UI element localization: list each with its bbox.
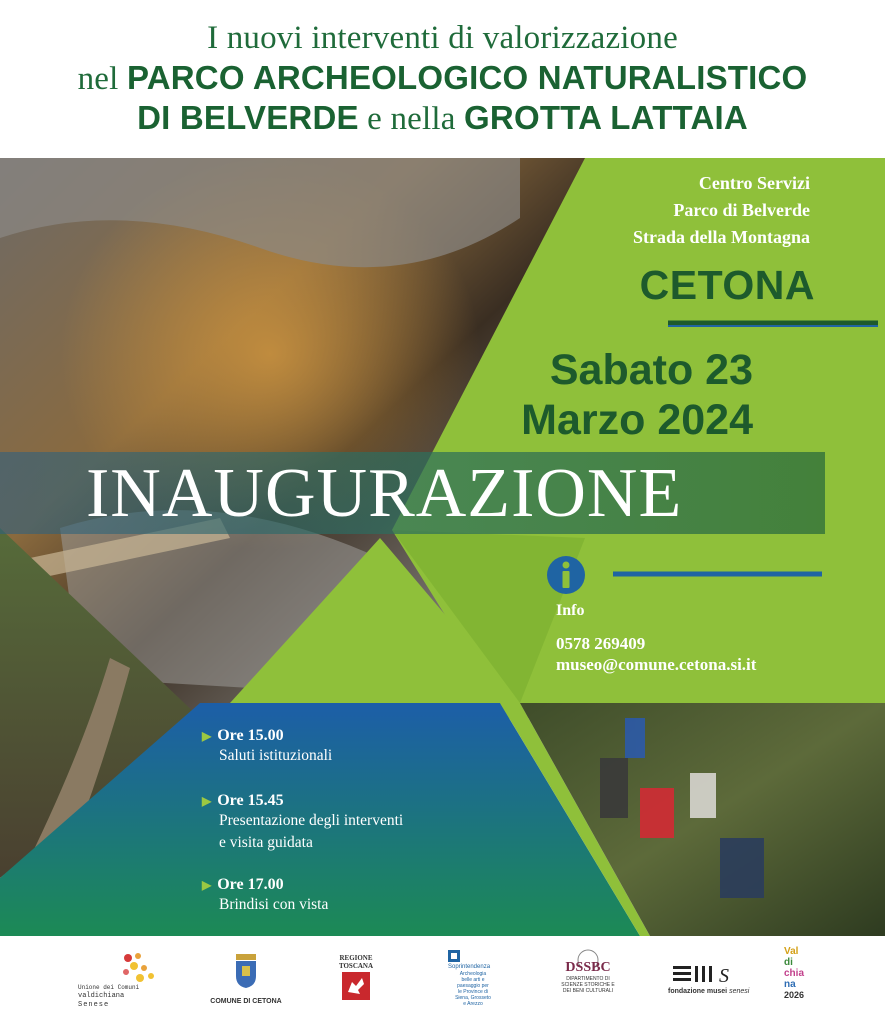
dots-icon bbox=[118, 950, 158, 986]
soprintendenza-line-5: le Province di bbox=[457, 989, 488, 995]
header-line-1-text: I nuovi interventi di valorizzazione bbox=[207, 20, 678, 56]
soprintendenza-line-3: belle arti e bbox=[461, 977, 485, 983]
city-name: CETONA bbox=[639, 262, 815, 308]
cave-name: GROTTA LATTAIA bbox=[464, 99, 748, 136]
schedule-time: ▶ Ore 15.00 bbox=[202, 727, 502, 745]
venue-address bbox=[633, 170, 810, 251]
fondazione-line-1: fondazione musei bbox=[668, 988, 728, 995]
event-date bbox=[521, 345, 753, 445]
soprintendenza-line-1: Soprintendenza bbox=[448, 964, 491, 970]
vdc-line-5: 2026 bbox=[784, 990, 805, 1000]
schedule-time: ▶ Ore 17.00 bbox=[202, 876, 502, 894]
comune-label: COMUNE DI CETONA bbox=[210, 998, 282, 1005]
logo-dssbc bbox=[556, 948, 620, 1018]
fondazione-label bbox=[668, 988, 750, 995]
park-location: DI BELVERDE bbox=[137, 99, 359, 136]
schedule-item bbox=[202, 876, 502, 916]
header-line-1 bbox=[0, 18, 885, 58]
info-email[interactable]: museo@comune.cetona.si.it bbox=[556, 655, 757, 674]
info-icon bbox=[546, 555, 586, 595]
unione-line-2: valdichiana bbox=[78, 992, 125, 1000]
pegasus-icon bbox=[342, 972, 370, 1000]
schedule-desc-continued: e visita guidata bbox=[219, 834, 313, 851]
vdc-line-4: na bbox=[784, 979, 796, 990]
dssbc-line-4: DEI BENI CULTURALI bbox=[562, 988, 614, 994]
dssbc-acronym: DSSBC bbox=[565, 960, 611, 975]
unione-line-3: Senese bbox=[78, 1001, 110, 1009]
venue-line-3: Strada della Montagna bbox=[632, 227, 810, 247]
venue-line-1: Centro Servizi bbox=[698, 173, 810, 193]
schedule-item bbox=[202, 792, 502, 854]
schedule-time: ▶ Ore 15.45 bbox=[202, 792, 502, 810]
vdc-line-2: di bbox=[784, 957, 793, 968]
header-connector: e nella bbox=[358, 101, 465, 137]
sponsor-logos bbox=[0, 936, 885, 1024]
dssbc-line-3: SCIENZE STORICHE E bbox=[561, 982, 615, 988]
soprintendenza-line-2: Archeologia bbox=[459, 971, 487, 977]
regione-line-1: REGIONE bbox=[339, 954, 373, 962]
park-name: PARCO ARCHEOLOGICO NATURALISTICO bbox=[126, 59, 808, 96]
logo-fondazione-musei bbox=[668, 962, 750, 1012]
schedule-desc: Brindisi con vista bbox=[219, 896, 329, 913]
vdc-line-3: chia bbox=[784, 968, 805, 979]
event-title: INAUGURAZIONE bbox=[86, 455, 683, 532]
vdc-line-1: Val bbox=[784, 946, 799, 957]
info-label: Info bbox=[556, 602, 585, 619]
soprintendenza-line-4: paesaggio per bbox=[457, 983, 489, 989]
schedule-desc: Saluti istituzionali bbox=[219, 747, 333, 764]
schedule-desc: Presentazione degli interventi bbox=[219, 812, 404, 829]
logo-valdichiana-2026 bbox=[784, 946, 814, 1018]
schedule-item bbox=[202, 727, 502, 767]
header bbox=[0, 0, 885, 158]
header-line-2 bbox=[0, 58, 885, 99]
event-date-month: Marzo 2024 bbox=[521, 396, 753, 444]
regione-line-2: TOSCANA bbox=[338, 962, 374, 970]
crest-icon bbox=[234, 954, 258, 988]
unione-line-1: Unione dei Comuni bbox=[78, 984, 140, 991]
dssbc-line-2: DIPARTIMENTO DI bbox=[566, 976, 610, 982]
logo-unione-valdichiana bbox=[78, 950, 163, 1010]
soprintendenza-line-6: Siena, Grosseto bbox=[455, 995, 491, 1001]
header-line-3 bbox=[0, 98, 885, 139]
ministry-icon bbox=[448, 950, 460, 962]
info-phone[interactable]: 0578 269409 bbox=[556, 634, 646, 653]
logo-comune-cetona bbox=[210, 954, 282, 1014]
svg-text:S: S bbox=[719, 965, 729, 986]
header-line-2-prefix: nel bbox=[77, 61, 127, 97]
fms-mark-icon bbox=[671, 962, 739, 986]
soprintendenza-line-7: e Arezzo bbox=[463, 1001, 483, 1007]
fondazione-line-2: senesi bbox=[729, 988, 750, 995]
logo-regione-toscana bbox=[338, 954, 374, 1014]
event-date-day: Sabato 23 bbox=[549, 346, 753, 394]
logo-soprintendenza bbox=[448, 950, 498, 1020]
venue-line-2: Parco di Belverde bbox=[673, 200, 810, 220]
